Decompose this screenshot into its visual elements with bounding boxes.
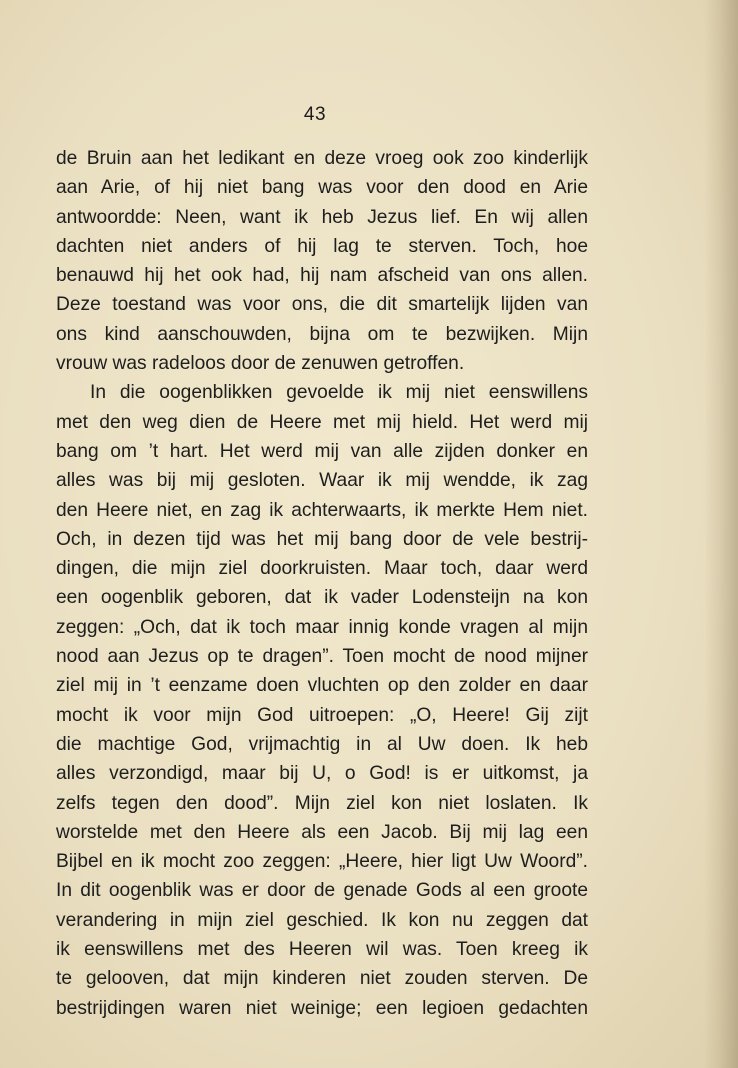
text-line-10: met den weg dien de Heere met mij hield. Het werd mij [56, 411, 588, 433]
page-number: 43 [303, 104, 327, 125]
text-line-15: dingen, die mijn ziel doorkruisten. Maar toch, daar werd [56, 558, 588, 580]
text-line-9: In die oogenblikken gevoelde ik mij niet eenswillens [90, 382, 588, 404]
text-line-25: Bijbel en ik mocht zoo zeggen: „Heere, hier ligt Uw Woord”. [56, 851, 588, 873]
text-line-20: mocht ik voor mijn God uitroepen: „O, Heere! Gij zijt [56, 704, 588, 726]
text-line-1: de Bruin aan het ledikant en deze vroeg ook zoo kinderlijk [56, 148, 588, 169]
text-line-8: vrouw was radeloos door de zenuwen getroffen. [56, 353, 465, 375]
text-line-30: bestrijdingen waren niet weinige; een legioen gedachten [56, 997, 588, 1019]
text-line-26: In dit oogenblik was er door de genade Gods al een groote [56, 880, 588, 902]
text-line-14: Och, in dezen tijd was het mij bang door de vele bestrij- [56, 528, 588, 550]
text-line-5: benauwd hij het ook had, hij nam afscheid van ons allen. [56, 265, 588, 287]
text-line-24: worstelde met den Heere als een Jacob. Bij mij lag een [56, 821, 588, 843]
text-line-7: ons kind aanschouwden, bijna om te bezwijken. Mijn [56, 323, 588, 345]
text-line-18: nood aan Jezus op te dragen”. Toen mocht de nood mijner [56, 646, 588, 668]
text-line-29: te gelooven, dat mijn kinderen niet zouden sterven. De [56, 968, 588, 990]
text-line-4: dachten niet anders of hij lag te sterven. Toch, hoe [56, 235, 588, 257]
text-line-2: aan Arie, of hij niet bang was voor den dood en Arie [56, 177, 588, 199]
text-line-16: een oogenblik geboren, dat ik vader Lodensteijn na kon [56, 587, 588, 609]
text-line-17: zeggen: „Och, dat ik toch maar innig konde vragen al mijn [56, 616, 588, 638]
page-edge-shadow [704, 0, 738, 1068]
text-line-3: antwoordde: Neen, want ik heb Jezus lief. En wij allen [56, 206, 588, 228]
text-line-13: den Heere niet, en zag ik achterwaarts, ik merkte Hem niet. [56, 499, 588, 521]
text-line-28: ik eenswillens met des Heeren wil was. Toen kreeg ik [56, 939, 588, 961]
body-text [56, 144, 588, 1023]
text-line-27: verandering in mijn ziel geschied. Ik kon nu zeggen dat [56, 909, 588, 931]
text-line-23: zelfs tegen den dood”. Mijn ziel kon niet loslaten. Ik [56, 792, 588, 814]
text-line-11: bang om ’t hart. Het werd mij van alle zijden donker en [56, 440, 588, 462]
text-line-22: alles verzondigd, maar bij U, o God! is er uitkomst, ja [56, 763, 588, 785]
text-line-21: die machtige God, vrijmachtig in al Uw doen. Ik heb [56, 733, 588, 755]
text-line-19: ziel mij in ’t eenzame doen vluchten op den zolder en daar [56, 675, 588, 697]
text-line-12: alles was bij mij gesloten. Waar ik mij wendde, ik zag [56, 470, 588, 492]
text-line-6: Deze toestand was voor ons, die dit smartelijk lijden van [56, 294, 588, 316]
